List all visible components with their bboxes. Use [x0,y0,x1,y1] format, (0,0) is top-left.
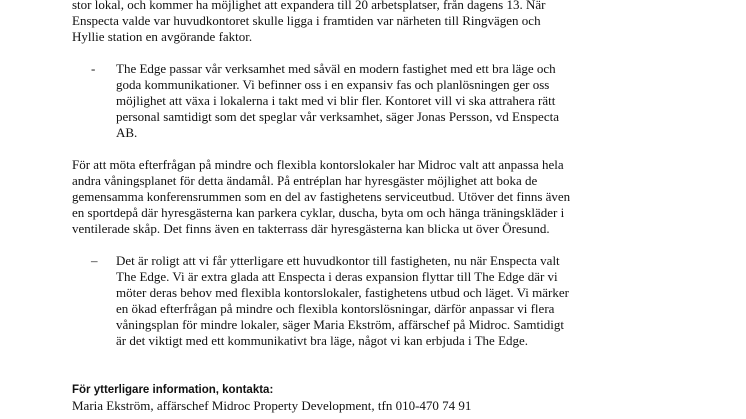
text-line: Det är roligt att vi får ytterligare ett huvudkontor till fastigheten, nu när Enspecta valt [116,253,560,268]
text-line: våningsplan för mindre lokaler, säger Maria Ekström, affärschef på Midroc. Samtidigt [116,317,564,332]
text-line: möter deras behov med flexibla kontorslokaler, fastighetens utbud och läget. Vi märker [116,285,569,300]
contact-section [72,382,672,414]
text-line: en ökad efterfrågan på mindre och flexibla kontorslösningar, därför anpassar vi flera [116,301,555,316]
contact-heading: För ytterligare information, kontakta: [72,384,274,396]
quote-dash: – [91,253,98,268]
quote-maria-ekstrom [72,253,672,349]
text-line: är det viktigt med ett kommunikativt bra läge, något vi kan erbjuda i The Edge. [116,333,529,348]
text-line: möjlighet att växa i lokalerna i takt med vi blir fler. Kontoret vill vi ska attrahera rätt [116,93,556,108]
body-paragraph [72,157,672,237]
text-line: stor lokal, och kommer ha möjlighet att expandera till 20 arbetsplatser, från dagens 13. När [72,0,546,12]
text-line: ventilerade skåp. Det finns även en takterrass där hyresgästerna kan blicka ut över Öresund. [72,221,550,236]
contact-person: Maria Ekström, affärschef Midroc Property Development, tfn 010-470 74 91 [72,398,472,413]
quote-jonas-persson [72,61,672,141]
text-line: andra våningsplanet för detta ändamål. På entréplan har hyresgäster möjlighet att boka de [72,173,538,188]
document-page [72,0,672,414]
text-line: en sportdepå där hyresgästerna kan parkera cyklar, duscha, byta om och hänga träningskläder i [72,205,565,220]
text-line: goda kommunikationer. Vi befinner oss i en expansiv fas och planlösningen ger oss [116,77,550,92]
text-line: För att möta efterfrågan på mindre och flexibla kontorslokaler har Midroc valt att anpassa hela [72,157,564,172]
text-line: The Edge. Vi är extra glada att Enspecta i deras expansion flyttar till The Edge där vi [116,269,558,284]
text-line: personal samtidigt som det speglar vår verksamhet, säger Jonas Persson, vd Enspecta [116,109,559,124]
text-line: Hyllie station en avgörande faktor. [72,29,253,44]
quote-dash: - [91,61,96,76]
text-line: The Edge passar vår verksamhet med såväl en modern fastighet med ett bra läge och [116,61,556,76]
text-line: AB. [116,125,138,140]
intro-paragraph [72,0,672,45]
text-line: gemensamma konferensrummen som en del av fastighetens serviceutbud. Utöver det finns även [72,189,571,204]
text-line: Enspecta valde var huvudkontoret skulle ligga i framtiden var närheten till Ringvägen och [72,13,541,28]
